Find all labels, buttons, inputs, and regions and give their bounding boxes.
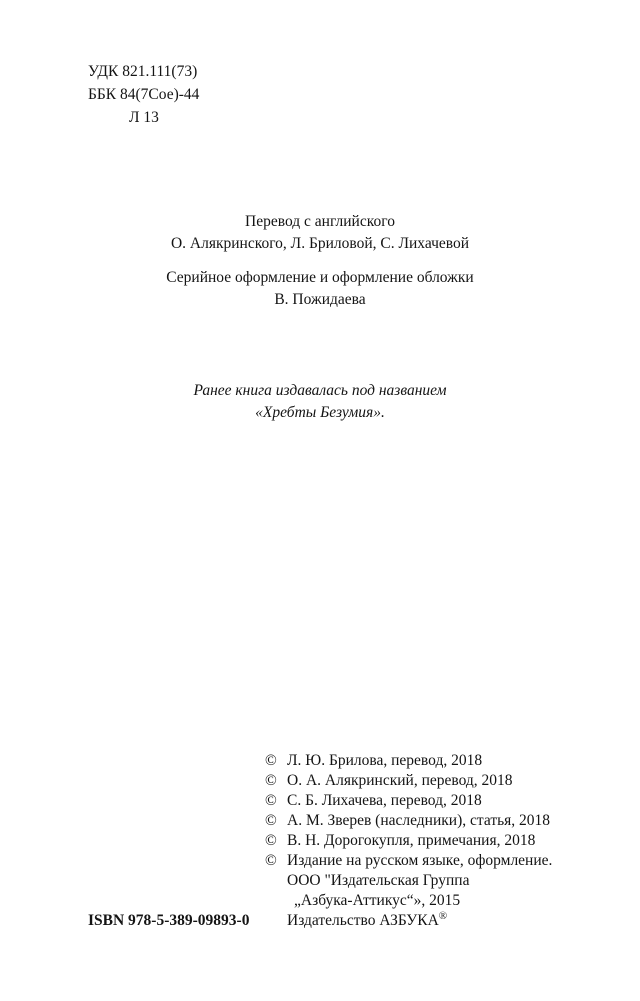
copyright-text: А. М. Зверев (наследники), статья, 2018 xyxy=(287,812,551,829)
copyright-text: Издание на русском языке, оформление. xyxy=(287,852,553,869)
copyright-text: С. Б. Лихачева, перевод, 2018 xyxy=(287,792,482,809)
copyright-line xyxy=(265,831,535,851)
copyright-line xyxy=(265,771,513,791)
copyright-symbol: © xyxy=(265,852,277,869)
copyright-line xyxy=(265,751,482,771)
copyright-symbol: © xyxy=(265,832,277,849)
designer: В. Пожидаева xyxy=(274,291,366,308)
copyright-symbol: © xyxy=(265,792,277,809)
copyright-line xyxy=(265,791,482,811)
previous-title-note: Ранее книга издавалась под названием xyxy=(193,382,447,399)
copyright-symbol: © xyxy=(265,752,277,769)
copyright-symbol: © xyxy=(265,812,277,829)
copyright-line xyxy=(265,811,550,831)
registered-mark: ® xyxy=(438,909,448,922)
translation-heading: Перевод с английского xyxy=(245,213,395,230)
imprint-name: Издательство АЗБУКА xyxy=(287,912,439,929)
udk-code: УДК 821.111(73) xyxy=(88,63,198,80)
design-heading: Серийное оформление и оформление обложки xyxy=(166,269,474,286)
translators: О. Алякринского, Л. Бриловой, С. Лихачевой xyxy=(170,235,470,252)
previous-title: «Хребты Безумия». xyxy=(255,404,385,421)
copyright-text: В. Н. Дорогокупля, примечания, 2018 xyxy=(287,832,536,849)
isbn: ISBN 978-5-389-09893-0 xyxy=(88,912,250,929)
copyright-text: О. А. Алякринский, перевод, 2018 xyxy=(287,772,513,789)
copyright-line xyxy=(265,851,552,871)
publisher-imprint xyxy=(287,911,447,931)
publisher-group-continued: „Азбука-Аттикус“», 2015 xyxy=(294,892,461,909)
publisher-group: ООО "Издательская Группа xyxy=(287,872,470,889)
copyright-text: Л. Ю. Брилова, перевод, 2018 xyxy=(287,752,483,769)
author-mark: Л 13 xyxy=(129,109,159,126)
copyright-symbol: © xyxy=(265,772,277,789)
bbk-code: ББК 84(7Сое)-44 xyxy=(88,86,200,103)
